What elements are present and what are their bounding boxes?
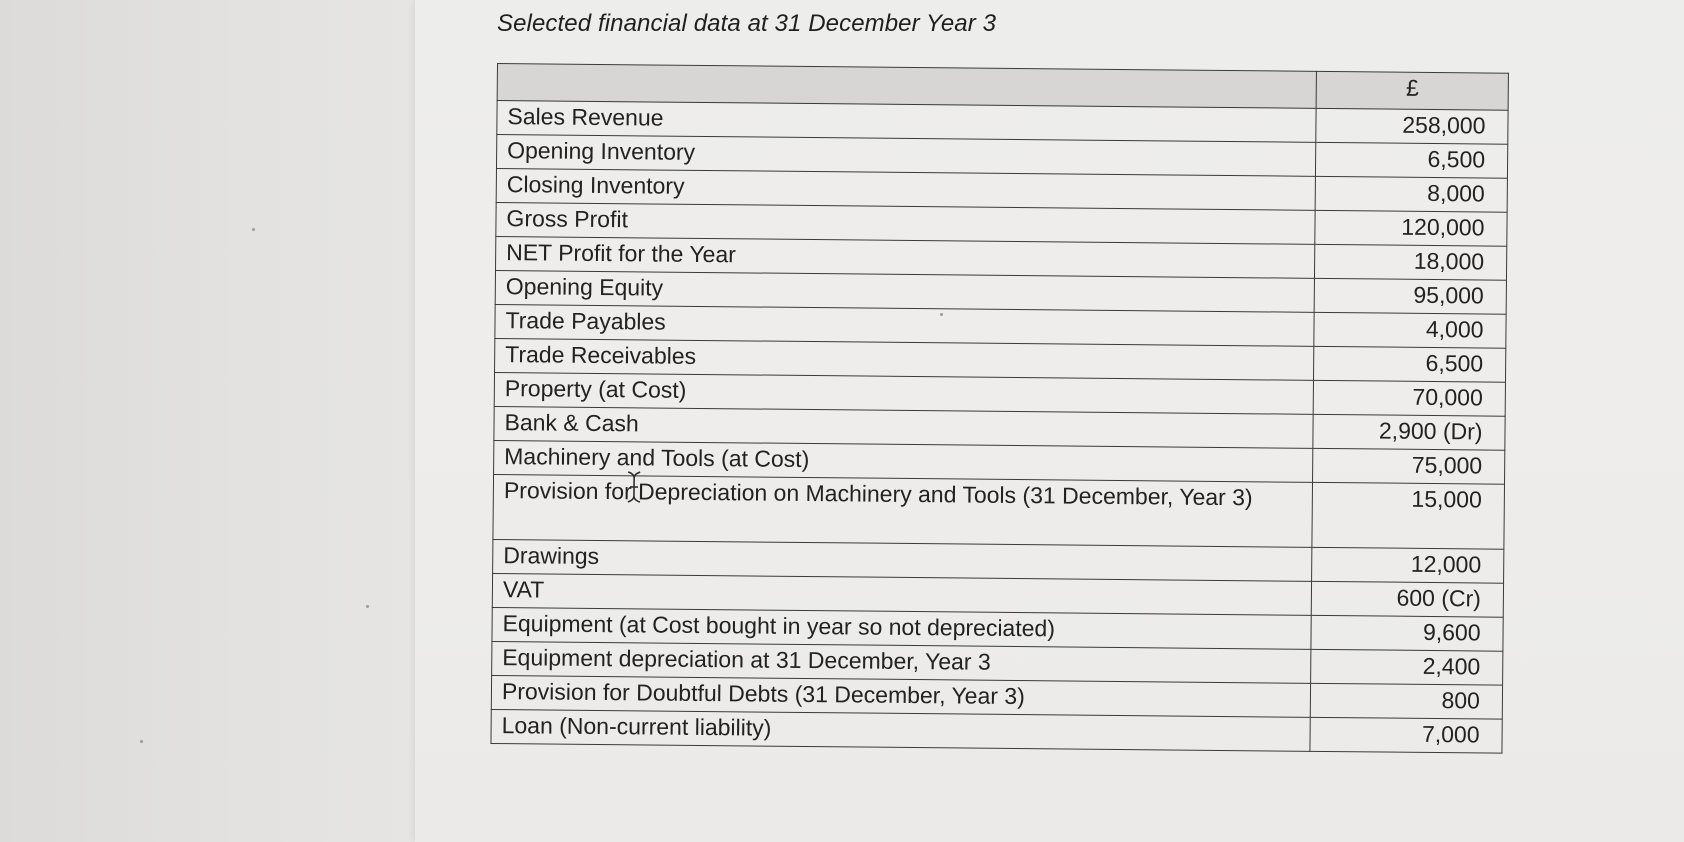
left-background [0, 0, 415, 842]
row-label: Sales Revenue [497, 101, 1317, 143]
row-value: 120,000 [1315, 210, 1507, 246]
financial-data-table [490, 63, 1508, 754]
row-value: 18,000 [1315, 244, 1507, 280]
row-value: 600 (Cr) [1312, 581, 1504, 617]
row-label: NET Profit for the Year [496, 236, 1316, 278]
row-label: Equipment depreciation at 31 December, Year 3 [492, 641, 1312, 683]
row-value: 70,000 [1313, 380, 1505, 416]
row-label: Equipment (at Cost bought in year so not depreciated) [492, 607, 1312, 649]
row-label: Property (at Cost) [494, 372, 1314, 414]
row-value: 800 [1311, 683, 1503, 719]
paper-speck [140, 740, 143, 743]
paper-speck [940, 313, 943, 316]
document-title: Selected financial data at 31 December Year 3 [497, 10, 997, 37]
row-label: Provision for Doubtful Debts (31 December, Year 3) [491, 675, 1311, 717]
row-value: 4,000 [1314, 312, 1506, 348]
header-unit-cell: £ [1316, 71, 1508, 110]
row-label: Trade Payables [495, 304, 1315, 346]
row-value: 12,000 [1312, 547, 1504, 583]
row-label: Trade Receivables [495, 338, 1315, 380]
paper-speck [366, 605, 369, 608]
row-value: 8,000 [1315, 176, 1507, 212]
row-value: 95,000 [1314, 278, 1506, 314]
row-label: Provision for Depreciation on Machinery and Tools (31 December, Year 3) [493, 474, 1313, 547]
row-label: Drawings [493, 539, 1313, 581]
row-value: 75,000 [1313, 448, 1505, 484]
row-value: 6,500 [1316, 142, 1508, 178]
row-value: 2,900 (Dr) [1313, 414, 1505, 450]
row-label: Opening Equity [495, 270, 1315, 312]
row-label: VAT [492, 573, 1312, 615]
row-value: 15,000 [1312, 482, 1504, 549]
text-cursor-icon-svg [626, 470, 642, 504]
row-label: Gross Profit [496, 202, 1316, 244]
row-label: Loan (Non-current liability) [491, 709, 1311, 751]
row-label: Opening Inventory [496, 135, 1316, 177]
text-cursor-icon [626, 470, 642, 511]
row-value: 6,500 [1314, 346, 1506, 382]
row-value: 258,000 [1316, 108, 1508, 144]
row-value: 9,600 [1311, 615, 1503, 651]
table-row [493, 474, 1505, 549]
row-label: Closing Inventory [496, 168, 1316, 210]
row-value: 2,400 [1311, 649, 1503, 685]
row-label: Bank & Cash [494, 406, 1314, 448]
row-value: 7,000 [1310, 717, 1502, 753]
paper-speck [252, 228, 255, 231]
row-label: Machinery and Tools (at Cost) [494, 440, 1314, 482]
